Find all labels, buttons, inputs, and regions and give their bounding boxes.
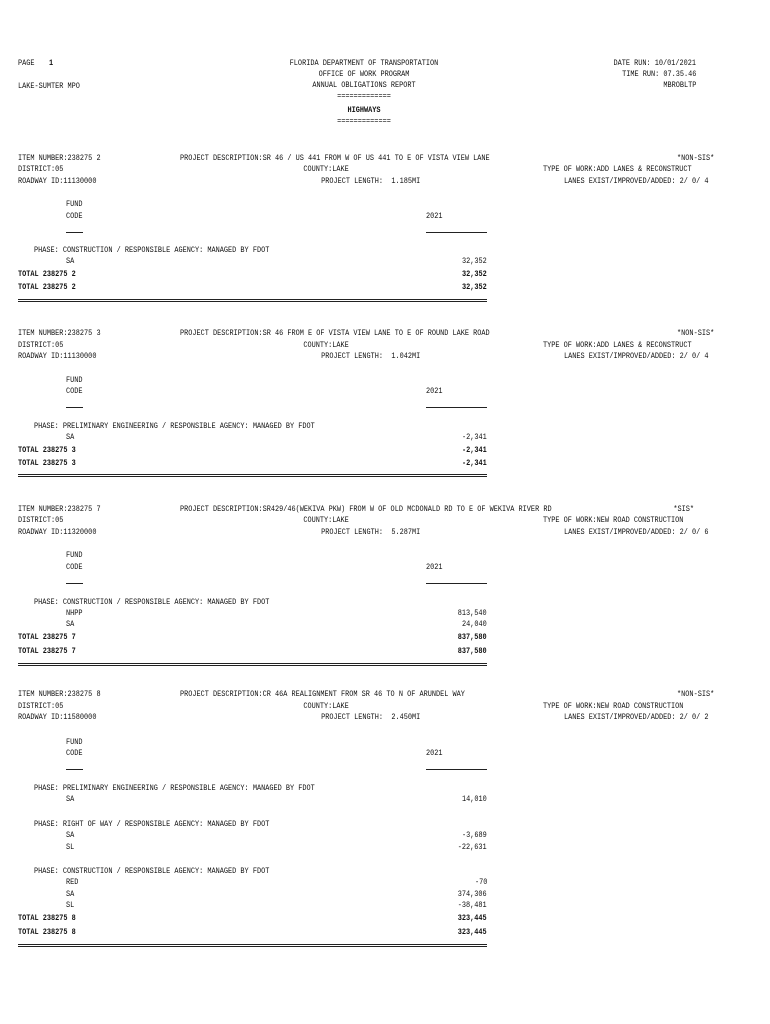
item-total-amount: 837,580: [458, 647, 487, 656]
item-number: ITEM NUMBER:238275 7: [18, 505, 101, 514]
county: COUNTY:LAKE: [303, 341, 349, 350]
item-total-label: TOTAL 238275 8: [18, 914, 76, 923]
fund-amount: -3,689: [462, 831, 487, 840]
fund-code: NHPP: [66, 609, 83, 618]
code-header: CODE: [66, 749, 83, 758]
sis-flag: *NON-SIS*: [676, 690, 714, 699]
fund-code: SL: [66, 901, 75, 910]
item-total-label: TOTAL 238275 2: [18, 283, 76, 292]
item-total-amount: -2,341: [462, 459, 487, 468]
fund-code: RED: [66, 878, 79, 887]
item-number: ITEM NUMBER:238275 8: [18, 690, 101, 699]
county: COUNTY:LAKE: [303, 165, 349, 174]
lanes: LANES EXIST/IMPROVED/ADDED: 2/ 0/ 6: [564, 528, 709, 537]
item-total-label: TOTAL 238275 3: [18, 459, 76, 468]
type-of-work: TYPE OF WORK:NEW ROAD CONSTRUCTION: [543, 516, 684, 525]
district: DISTRICT:05: [18, 702, 64, 711]
section-separator: [18, 474, 487, 477]
item-total-amount: 32,352: [462, 270, 487, 279]
roadway-id: ROADWAY ID:11580000: [18, 713, 97, 722]
fund-header: FUND: [66, 200, 83, 209]
time-run: TIME RUN: 07.35.46: [621, 70, 696, 79]
section-separator: [18, 663, 487, 666]
fund-amount: -38,481: [458, 901, 487, 910]
phase-label: PHASE: PRELIMINARY ENGINEERING / RESPONSIBLE AGENCY: MANAGED BY FDOT: [34, 784, 315, 793]
project-length: PROJECT LENGTH: 5.287MI: [320, 528, 420, 537]
fund-amount: 374,306: [458, 890, 487, 899]
org-name: LAKE-SUMTER MPO: [18, 82, 80, 91]
fund-amount: 813,540: [458, 609, 487, 618]
year-header: 2021: [426, 212, 443, 221]
category-title: HIGHWAYS: [347, 106, 381, 115]
item-total-amount: 323,445: [458, 928, 487, 937]
project-length: PROJECT LENGTH: 2.450MI: [320, 713, 420, 722]
district: DISTRICT:05: [18, 165, 64, 174]
code-header: CODE: [66, 563, 83, 572]
phase-label: PHASE: CONSTRUCTION / RESPONSIBLE AGENCY: MANAGED BY FDOT: [34, 246, 270, 255]
fund-amount: -2,341: [462, 433, 487, 442]
project-description: PROJECT DESCRIPTION:SR429/46(WEKIVA PKW) FROM W OF OLD MCDONALD RD TO E OF WEKIVA RIVER RD: [180, 505, 552, 514]
fund-code: SA: [66, 433, 75, 442]
year-header: 2021: [426, 749, 443, 758]
fund-header: FUND: [66, 376, 83, 385]
fund-code: SA: [66, 795, 75, 804]
project-description: PROJECT DESCRIPTION:SR 46 FROM E OF VISTA VIEW LANE TO E OF ROUND LAKE ROAD: [180, 329, 490, 338]
category-rule: =============: [337, 117, 391, 126]
fund-amount: 14,010: [462, 795, 487, 804]
code-rule: [66, 407, 83, 408]
sis-flag: *SIS*: [673, 505, 694, 514]
section-separator: [18, 299, 487, 302]
roadway-id: ROADWAY ID:11130000: [18, 352, 97, 361]
year-rule: [426, 232, 487, 233]
roadway-id: ROADWAY ID:11320000: [18, 528, 97, 537]
date-run: DATE RUN: 10/01/2021: [613, 59, 696, 68]
project-length: PROJECT LENGTH: 1.042MI: [320, 352, 420, 361]
item-total-label: TOTAL 238275 3: [18, 446, 76, 455]
phase-label: PHASE: CONSTRUCTION / RESPONSIBLE AGENCY: MANAGED BY FDOT: [34, 867, 270, 876]
phase-label: PHASE: RIGHT OF WAY / RESPONSIBLE AGENCY: MANAGED BY FDOT: [34, 820, 270, 829]
report-title-line: FLORIDA DEPARTMENT OF TRANSPORTATION: [289, 59, 439, 68]
year-rule: [426, 583, 487, 584]
year-header: 2021: [426, 563, 443, 572]
item-total-amount: -2,341: [462, 446, 487, 455]
sis-flag: *NON-SIS*: [676, 154, 714, 163]
county: COUNTY:LAKE: [303, 516, 349, 525]
report-title-line: OFFICE OF WORK PROGRAM: [318, 70, 410, 79]
report-title-rule: =============: [337, 92, 391, 101]
fund-code: SL: [66, 843, 75, 852]
code-rule: [66, 769, 83, 770]
roadway-id: ROADWAY ID:11130000: [18, 177, 97, 186]
page-label: PAGE: [18, 59, 35, 68]
district: DISTRICT:05: [18, 516, 64, 525]
district: DISTRICT:05: [18, 341, 64, 350]
page-number: 1: [49, 59, 54, 68]
type-of-work: TYPE OF WORK:NEW ROAD CONSTRUCTION: [543, 702, 684, 711]
item-number: ITEM NUMBER:238275 2: [18, 154, 101, 163]
code-header: CODE: [66, 387, 83, 396]
year-header: 2021: [426, 387, 443, 396]
item-total-amount: 32,352: [462, 283, 487, 292]
fund-code: SA: [66, 831, 75, 840]
project-length: PROJECT LENGTH: 1.185MI: [320, 177, 420, 186]
code-rule: [66, 232, 83, 233]
phase-label: PHASE: CONSTRUCTION / RESPONSIBLE AGENCY: MANAGED BY FDOT: [34, 598, 270, 607]
year-rule: [426, 769, 487, 770]
project-description: PROJECT DESCRIPTION:CR 46A REALIGNMENT FROM SR 46 TO N OF ARUNDEL WAY: [180, 690, 465, 699]
type-of-work: TYPE OF WORK:ADD LANES & RECONSTRUCT: [543, 165, 692, 174]
lanes: LANES EXIST/IMPROVED/ADDED: 2/ 0/ 4: [564, 352, 709, 361]
code-rule: [66, 583, 83, 584]
fund-amount: 32,352: [462, 257, 487, 266]
phase-label: PHASE: PRELIMINARY ENGINEERING / RESPONSIBLE AGENCY: MANAGED BY FDOT: [34, 422, 315, 431]
fund-header: FUND: [66, 551, 83, 560]
item-total-label: TOTAL 238275 8: [18, 928, 76, 937]
item-number: ITEM NUMBER:238275 3: [18, 329, 101, 338]
fund-amount: 24,040: [462, 620, 487, 629]
fund-amount: -22,631: [458, 843, 487, 852]
fund-amount: -70: [474, 878, 487, 887]
item-total-label: TOTAL 238275 2: [18, 270, 76, 279]
item-total-label: TOTAL 238275 7: [18, 647, 76, 656]
item-total-amount: 837,580: [458, 633, 487, 642]
item-total-amount: 323,445: [458, 914, 487, 923]
report-id: MBROBLTP: [662, 81, 696, 90]
county: COUNTY:LAKE: [303, 702, 349, 711]
fund-code: SA: [66, 620, 75, 629]
year-rule: [426, 407, 487, 408]
sis-flag: *NON-SIS*: [676, 329, 714, 338]
report-title-line: ANNUAL OBLIGATIONS REPORT: [312, 81, 416, 90]
project-description: PROJECT DESCRIPTION:SR 46 / US 441 FROM W OF US 441 TO E OF VISTA VIEW LANE: [180, 154, 490, 163]
item-total-label: TOTAL 238275 7: [18, 633, 76, 642]
lanes: LANES EXIST/IMPROVED/ADDED: 2/ 0/ 4: [564, 177, 709, 186]
type-of-work: TYPE OF WORK:ADD LANES & RECONSTRUCT: [543, 341, 692, 350]
fund-code: SA: [66, 257, 75, 266]
lanes: LANES EXIST/IMPROVED/ADDED: 2/ 0/ 2: [564, 713, 709, 722]
code-header: CODE: [66, 212, 83, 221]
fund-code: SA: [66, 890, 75, 899]
fund-header: FUND: [66, 738, 83, 747]
section-separator: [18, 944, 487, 947]
